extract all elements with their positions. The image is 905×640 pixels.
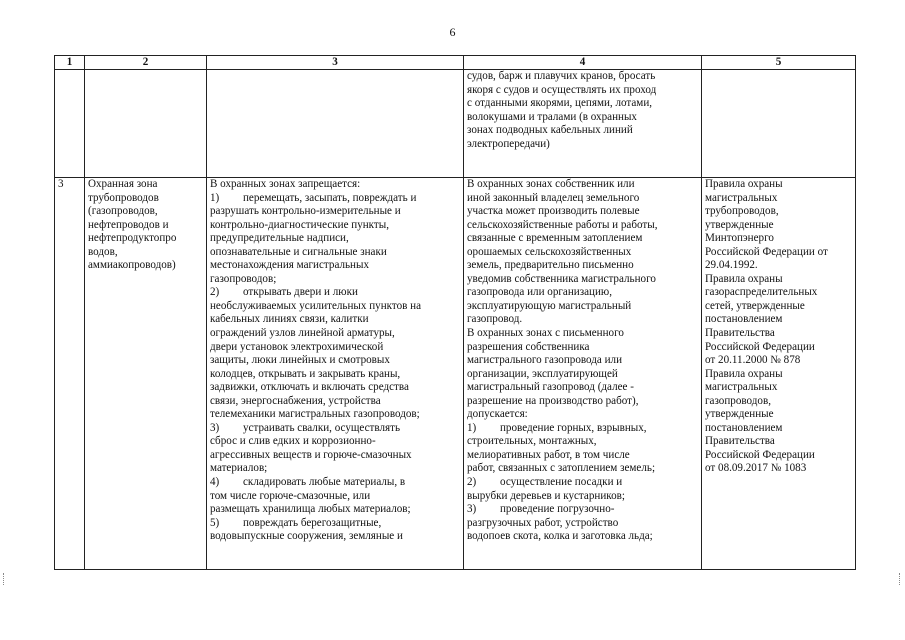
permissions-cell — [464, 178, 702, 570]
text-line: аммиакопроводов) — [88, 259, 176, 272]
text-line: 29.04.1992. — [705, 259, 758, 272]
item-text: магистральный газопровод (далее - — [467, 381, 634, 394]
text-line: (газопроводов, — [88, 205, 158, 218]
item-text: газопровода или организацию, — [467, 286, 612, 299]
page-number: 6 — [449, 25, 456, 39]
text-line: якоря с судов и осуществлять их проход — [467, 83, 657, 96]
header-col-4: 4 — [464, 56, 702, 70]
item-text: кабельных линиях связи, калитки — [210, 313, 369, 326]
scan-edge-mark-left — [3, 573, 6, 585]
item-text: повреждать берегозащитные, — [243, 516, 382, 529]
text-line — [210, 517, 460, 531]
item-text: сброс и слив едких и коррозионно- — [210, 435, 376, 448]
item-text: эксплуатирующую магистральный — [467, 299, 632, 312]
item-text: иной законный владелец земельного — [467, 191, 640, 204]
text-line: утвержденные — [705, 218, 774, 231]
text-line — [467, 490, 698, 504]
item-text: двери установок электрохимической — [210, 340, 384, 353]
item-text: газопроводов; — [210, 272, 277, 285]
text-line: газораспределительных — [705, 286, 818, 299]
text-line: Правительства — [705, 435, 775, 448]
text-line — [210, 178, 460, 192]
text-line — [467, 341, 698, 355]
text-line: трубопроводов — [88, 191, 159, 204]
item-text: земель, предварительно письменно — [467, 259, 634, 272]
item-text: разрешения собственника — [467, 340, 590, 353]
item-text: мелиоративных работ, в том числе — [467, 448, 630, 461]
header-col-5: 5 — [702, 56, 856, 70]
text-line — [210, 232, 460, 246]
text-line — [210, 354, 460, 368]
item-text: связанные с временным затоплением — [467, 232, 643, 245]
item-text: опознавательные и сигнальные знаки — [210, 245, 387, 258]
header-col-3: 3 — [207, 56, 464, 70]
item-number: 4) — [210, 476, 220, 489]
text-line: Российской Федерации от — [705, 245, 828, 258]
text-line — [210, 192, 460, 206]
legal-basis-cell — [702, 178, 856, 570]
text-line: Российской Федерации — [705, 448, 815, 461]
text-line — [467, 219, 698, 233]
text-line: от 08.09.2017 № 1083 — [705, 462, 807, 475]
text-line: Российской Федерации — [705, 340, 815, 353]
item-text: В охранных зонах запрещается: — [210, 178, 361, 190]
text-line: Правительства — [705, 327, 775, 340]
item-text: магистрального газопровода или — [467, 354, 623, 367]
item-text: орошаемых сельскохозяйственных — [467, 245, 632, 258]
scan-edge-mark-right — [899, 573, 902, 585]
item-number: 3) — [210, 421, 220, 434]
cont-col-1 — [55, 70, 85, 178]
item-number: 5) — [210, 516, 220, 529]
item-text: осуществление посадки и — [500, 476, 623, 489]
prohibitions-cell — [207, 178, 464, 570]
item-text: проведение горных, взрывных, — [500, 421, 647, 434]
text-line — [210, 246, 460, 260]
item-text: агрессивных веществ и горюче-смазочных — [210, 448, 412, 461]
text-line: зонах подводных кабельных линий — [467, 124, 633, 137]
item-text: проведение погрузочно- — [500, 503, 615, 516]
text-line — [467, 178, 698, 192]
text-line — [210, 327, 460, 341]
item-text: разрушать контрольно-измерительные и — [210, 205, 401, 218]
text-line: газопроводов, — [705, 394, 771, 407]
text-line — [210, 259, 460, 273]
text-line: утвержденные — [705, 408, 774, 421]
continuation-row — [55, 70, 856, 178]
item-number: 2) — [210, 286, 220, 299]
text-line — [210, 341, 460, 355]
item-text: устраивать свалки, осуществлять — [243, 421, 401, 434]
text-line — [467, 476, 698, 490]
text-line — [467, 435, 698, 449]
item-text: разгрузочных работ, устройство — [467, 516, 619, 529]
text-line — [210, 476, 460, 490]
item-text: необслуживаемых усилительных пунктов на — [210, 299, 421, 312]
item-text: участка может производить полевые — [467, 205, 640, 218]
text-line: судов, барж и плавучих кранов, бросать — [467, 70, 656, 82]
header-col-1: 1 — [55, 56, 85, 70]
text-line — [467, 273, 698, 287]
text-line — [467, 300, 698, 314]
text-line: водов, — [88, 245, 118, 258]
text-line — [467, 381, 698, 395]
item-number: 1) — [210, 191, 220, 204]
item-number: 3) — [467, 503, 477, 516]
cont-col-2 — [85, 70, 207, 178]
text-line — [467, 327, 698, 341]
text-line — [467, 395, 698, 409]
text-line: трубопроводов, — [705, 205, 779, 218]
text-line — [467, 313, 698, 327]
zone-name-cell — [85, 178, 207, 570]
row-number: 3 — [55, 178, 85, 570]
text-line: электропередачи) — [467, 137, 550, 150]
text-line: сетей, утвержденные — [705, 299, 805, 312]
text-line — [467, 259, 698, 273]
item-text: ограждений узлов линейной арматуры, — [210, 327, 395, 340]
item-text: задвижки, отключать и включать средства — [210, 381, 409, 394]
text-line — [210, 219, 460, 233]
item-text: том числе горюче-смазочные, или — [210, 489, 371, 502]
text-line — [210, 449, 460, 463]
text-line — [467, 192, 698, 206]
item-text: местонахождения магистральных — [210, 259, 369, 272]
text-line — [210, 300, 460, 314]
text-line: с отданными якорями, цепями, лотами, — [467, 97, 653, 110]
item-text: газопровод. — [467, 313, 523, 326]
item-number: 1) — [467, 421, 477, 434]
text-line: постановлением — [705, 313, 783, 326]
header-col-2: 2 — [85, 56, 207, 70]
text-line — [467, 449, 698, 463]
text-line — [467, 354, 698, 368]
item-text: В охранных зонах с письменного — [467, 327, 624, 340]
item-text: предупредительные надписи, — [210, 232, 349, 245]
text-line — [467, 232, 698, 246]
text-line: от 20.11.2000 № 878 — [705, 354, 801, 367]
item-text: телемеханики магистральных газопроводов; — [210, 408, 420, 421]
text-line — [467, 205, 698, 219]
text-line — [210, 530, 460, 544]
item-text: материалов; — [210, 462, 268, 475]
text-line — [210, 435, 460, 449]
item-text: колодцев, открывать и закрывать краны, — [210, 367, 401, 380]
text-line — [210, 395, 460, 409]
text-line: Правила охраны — [705, 178, 783, 190]
item-text: связи, энергоснабжения, устройства — [210, 394, 381, 407]
text-line — [210, 462, 460, 476]
item-text: водопоев скота, колка и заготовка льда; — [467, 530, 653, 543]
item-text: допускается: — [467, 408, 528, 421]
cont-col-5 — [702, 70, 856, 178]
text-line: Охранная зона — [88, 178, 158, 190]
text-line — [467, 503, 698, 517]
text-line: нефтепродуктопро — [88, 232, 177, 245]
header-row — [55, 56, 856, 70]
text-line — [467, 246, 698, 260]
text-line: постановлением — [705, 421, 783, 434]
item-text: открывать двери и люки — [243, 286, 358, 299]
text-line — [210, 503, 460, 517]
item-text: сельскохозяйственные работы и работы, — [467, 218, 658, 231]
item-text: складировать любые материалы, в — [243, 476, 406, 489]
text-line: волокушами и тралами (в охранных — [467, 110, 637, 123]
text-line: Правила охраны — [705, 272, 783, 285]
text-line — [210, 381, 460, 395]
item-text: разрешение на производство работ), — [467, 394, 639, 407]
item-text: В охранных зонах собственник или — [467, 178, 635, 190]
text-line — [467, 462, 698, 476]
text-line — [210, 408, 460, 422]
item-text: защиты, люки линейных и смотровых — [210, 354, 390, 367]
text-line — [210, 490, 460, 504]
item-text: размещать хранилища любых материалов; — [210, 503, 411, 516]
item-text: перемещать, засыпать, повреждать и — [243, 191, 417, 204]
item-number: 2) — [467, 476, 477, 489]
text-line — [210, 313, 460, 327]
text-line: магистральных — [705, 381, 778, 394]
text-line — [467, 408, 698, 422]
text-line: нефтепроводов и — [88, 218, 169, 231]
text-line: Минтопэнерго — [705, 232, 774, 245]
item-text: работ, связанных с затоплением земель; — [467, 462, 656, 475]
item-text: вырубки деревьев и кустарников; — [467, 489, 625, 502]
text-line — [467, 422, 698, 436]
text-line — [210, 205, 460, 219]
text-line — [467, 530, 698, 544]
text-line — [467, 368, 698, 382]
text-line — [210, 422, 460, 436]
cont-col-3 — [207, 70, 464, 178]
text-line — [467, 286, 698, 300]
text-line: магистральных — [705, 191, 778, 204]
item-text: строительных, монтажных, — [467, 435, 597, 448]
text-line — [210, 368, 460, 382]
item-text: контрольно-диагностические пункты, — [210, 218, 390, 231]
text-line: Правила охраны — [705, 367, 783, 380]
text-line — [467, 517, 698, 531]
item-text: водовыпускные сооружения, земляные и — [210, 530, 403, 543]
text-line — [210, 286, 460, 300]
cont-col-4 — [464, 70, 702, 178]
item-text: уведомив собственника магистрального — [467, 272, 656, 285]
table-row — [55, 178, 856, 570]
item-text: организации, эксплуатирующей — [467, 367, 618, 380]
text-line — [210, 273, 460, 287]
regulation-table — [54, 55, 856, 570]
